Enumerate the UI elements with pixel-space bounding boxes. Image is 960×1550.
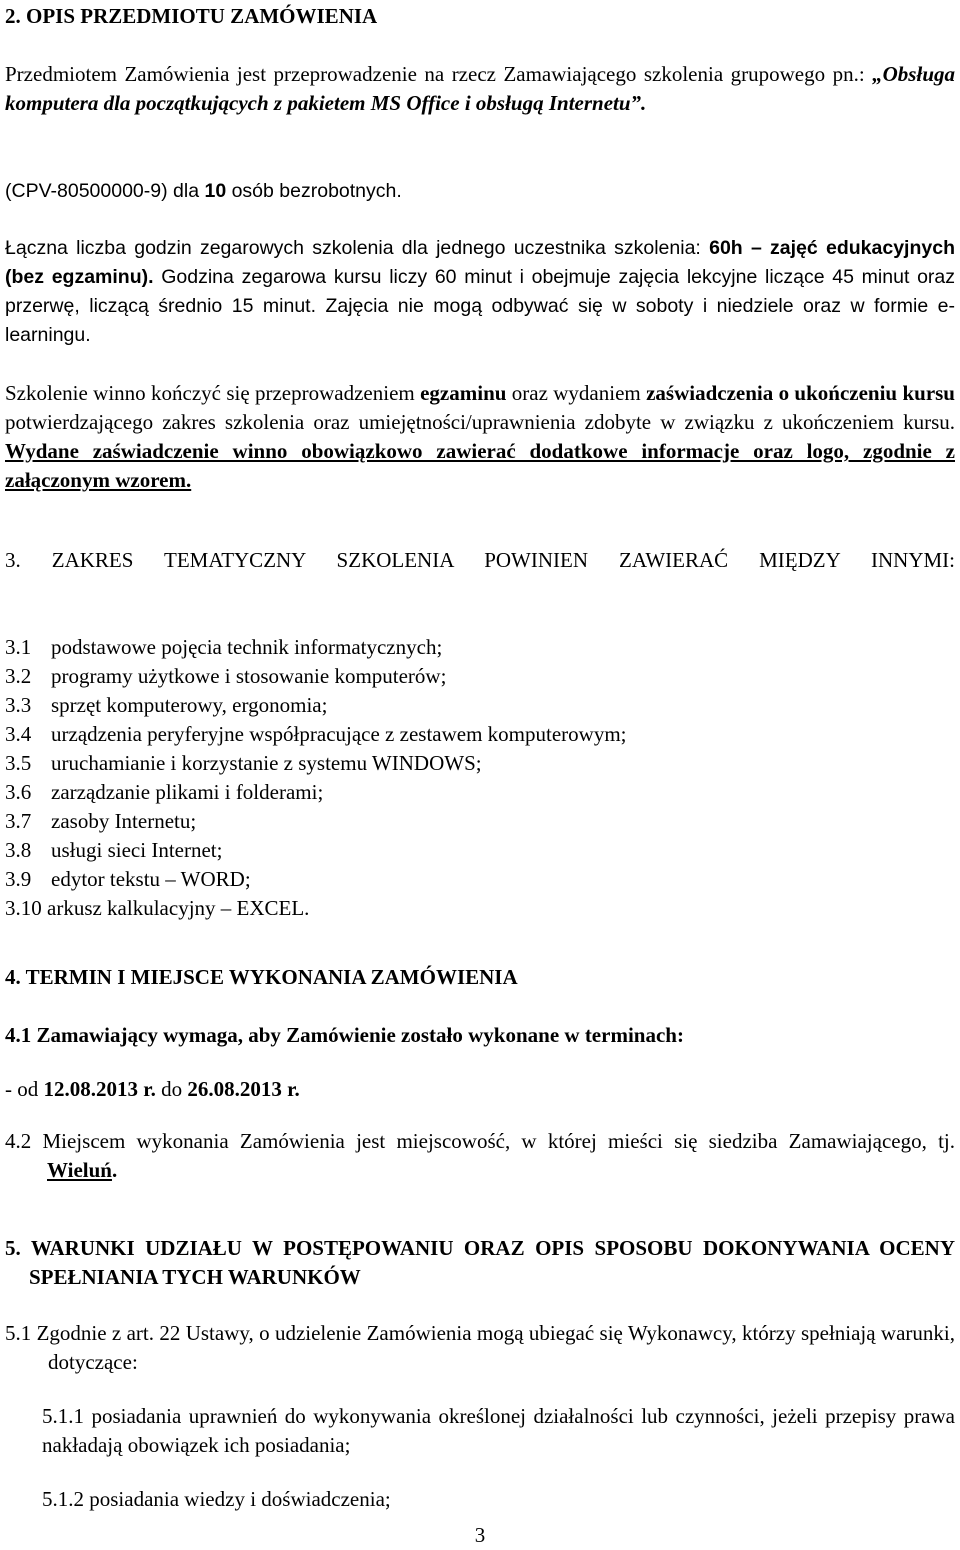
section-4-dates (5, 1075, 955, 1104)
item-number: 3.8 (5, 838, 32, 862)
item-text: sprzęt komputerowy, ergonomia; (51, 693, 328, 717)
item-number: 3.3 (5, 693, 32, 717)
paragraph-text: Miejscem wykonania Zamówienia jest miejscowość, w której mieści się siedziba Zamawiającego, tj. (31, 1129, 955, 1153)
section-3-heading: 3. ZAKRES TEMATYCZNY SZKOLENIA POWINIEN ZAWIERAĆ MIĘDZY INNYMI: (5, 548, 955, 572)
item-number: 3.1 (5, 635, 32, 659)
item-text: urządzenia peryferyjne współpracujące z zestawem komputerowym; (51, 722, 627, 746)
item-text: podstawowe pojęcia technik informatycznych; (51, 635, 443, 659)
item-number: 3.7 (5, 809, 32, 833)
paragraph-text: Szkolenie winno kończyć się przeprowadzeniem (5, 381, 421, 405)
hours-emphasis: 60h – zajęć edukacyjnych (bez egzaminu). (5, 237, 955, 288)
item-text: edytor tekstu – WORD; (51, 867, 251, 891)
item-number: 4.2 (5, 1129, 32, 1153)
exam-emphasis: egzaminu (420, 381, 507, 405)
section-2-heading: 2. OPIS PRZEDMIOTU ZAMÓWIENIA (5, 4, 378, 28)
list-item (5, 749, 482, 778)
section-title: WARUNKI UDZIAŁU W POSTĘPOWANIU ORAZ OPIS SPOSOBU DOKONYWANIA OCENY SPEŁNIANIA TYCH WARUNKÓW (29, 1236, 955, 1289)
item-number: 3.2 (5, 664, 32, 688)
list-item (5, 778, 323, 807)
certificate-emphasis: zaświadczenia o ukończeniu kursu (646, 381, 955, 405)
item-number: 3.6 (5, 780, 32, 804)
list-item (5, 836, 222, 865)
paragraph-text: . (111, 1158, 118, 1182)
page-number: 3 (474, 1523, 486, 1547)
dates-text: - od (5, 1077, 44, 1101)
section-5-1-1-text: 5.1.1 posiadania uprawnień do wykonywania określonej działalności lub czynności, jeżeli przepisy prawa nakładają obowiązek ich posiadania; (42, 1404, 955, 1457)
item-text: programy użytkowe i stosowanie komputerów; (51, 664, 447, 688)
end-date: 26.08.2013 r. (187, 1077, 300, 1101)
item-text: usługi sieci Internet; (51, 838, 223, 862)
item-text: uruchamianie i korzystanie z systemu WINDOWS; (51, 751, 482, 775)
list-item (5, 662, 446, 691)
certificate-requirement: Wydane zaświadczenie winno obowiązkowo zawierać dodatkowe informacje oraz logo, zgodnie z załączonym wzorem. (5, 439, 955, 492)
section-5-heading (5, 1234, 955, 1292)
paragraph-text: oraz wydaniem (506, 381, 647, 405)
paragraph-text: osób bezrobotnych. (226, 180, 402, 202)
section-4-heading: 4. TERMIN I MIEJSCE WYKONANIA ZAMÓWIENIA (5, 965, 518, 989)
list-item (5, 720, 627, 749)
paragraph-text: Przedmiotem Zamówienia jest przeprowadzenie na rzecz Zamawiającego szkolenia grupowego pn.: (5, 62, 873, 86)
section-2-paragraph-4 (5, 379, 955, 495)
participants-count: 10 (204, 180, 227, 202)
item-text: zasoby Internetu; (51, 809, 197, 833)
section-2-paragraph-3 (5, 234, 955, 350)
location-name: Wieluń (47, 1158, 112, 1182)
section-5-1-text: 5.1 Zgodnie z art. 22 Ustawy, o udzielenie Zamówienia mogą ubiegać się Wykonawcy, którzy spełniają warunki, dotyczące: (5, 1321, 955, 1374)
item-number: 3.10 (5, 896, 42, 920)
section-2-paragraph-2 (5, 176, 955, 206)
section-4-2-text (5, 1127, 955, 1185)
item-number: 3.4 (5, 722, 32, 746)
section-2-paragraph-1 (5, 60, 955, 118)
paragraph-text: potwierdzającego zakres szkolenia oraz umiejętności/uprawnienia zdobyte w związku z ukończeniem kursu. (5, 410, 955, 434)
list-item (5, 691, 327, 720)
start-date: 12.08.2013 r. (43, 1077, 156, 1101)
item-text: zarządzanie plikami i folderami; (51, 780, 324, 804)
list-item (5, 807, 196, 836)
list-item (5, 865, 251, 894)
item-number: 3.5 (5, 751, 32, 775)
item-number: 3.9 (5, 867, 32, 891)
list-item (5, 894, 309, 923)
section-4-1-text: 4.1 Zamawiający wymaga, aby Zamówienie zostało wykonane w terminach: (5, 1023, 684, 1047)
paragraph-text: (CPV-80500000-9) dla (5, 180, 205, 202)
list-item (5, 633, 442, 662)
paragraph-text: Łączna liczba godzin zegarowych szkolenia dla jednego uczestnika szkolenia: (5, 237, 710, 259)
item-text: arkusz kalkulacyjny – EXCEL. (47, 896, 310, 920)
section-5-1-2-text: 5.1.2 posiadania wiedzy i doświadczenia; (42, 1487, 391, 1511)
section-number: 5. (5, 1236, 21, 1260)
paragraph-text: Godzina zegarowa kursu liczy 60 minut i obejmuje zajęcia lekcyjne liczące 45 minut oraz przerwę, liczącą średnio 15 minut. Zajęcia nie mogą odbywać się w soboty i niedziele oraz w formie e-learningu. (5, 266, 955, 346)
dates-text: do (155, 1077, 188, 1101)
course-title: „Obsługa komputera dla początkujących z pakietem MS Office i obsługą Internetu”. (5, 62, 955, 115)
